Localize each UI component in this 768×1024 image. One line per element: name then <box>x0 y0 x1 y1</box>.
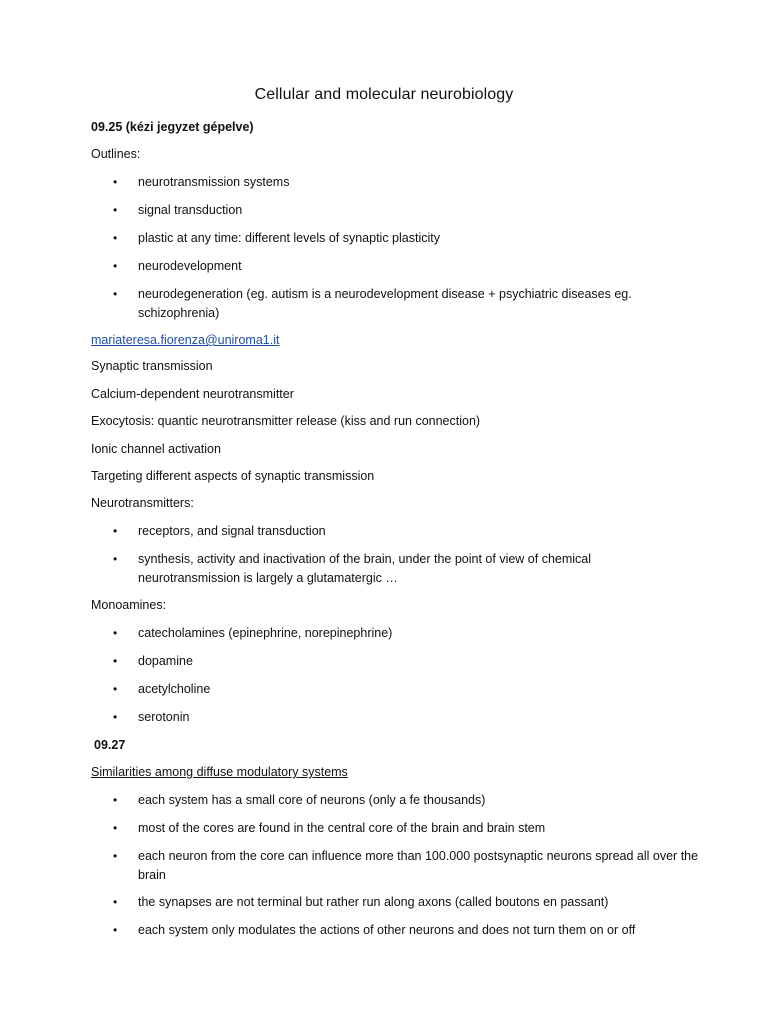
bullet-icon: • <box>113 259 118 273</box>
bullet-icon: • <box>113 682 118 696</box>
outline-item: neurotransmission systems <box>138 175 290 189</box>
bullet-icon: • <box>113 231 118 245</box>
bullet-icon: • <box>113 524 118 538</box>
outline-item: signal transduction <box>138 203 243 217</box>
neurotransmitter-item: synthesis, activity and inactivation of the brain, under the point of view of chemical neurotransmission is largely a glutamatergic … <box>138 552 592 585</box>
monoamines-heading: Monoamines: <box>91 598 167 612</box>
bullet-icon: • <box>113 654 118 668</box>
bullet-icon: • <box>113 849 118 863</box>
bullet-icon: • <box>113 552 118 566</box>
similarity-item: each neuron from the core can influence more than 100.000 postsynaptic neurons spread all over the brain <box>138 849 699 882</box>
outlines-heading: Outlines: <box>91 147 141 161</box>
bullet-icon: • <box>113 895 118 909</box>
similarity-item: each system only modulates the actions of other neurons and does not turn them on or off <box>138 923 636 937</box>
bullet-icon: • <box>113 821 118 835</box>
monoamine-item: serotonin <box>138 710 190 724</box>
bullet-icon: • <box>113 626 118 640</box>
bullet-icon: • <box>113 203 118 217</box>
monoamine-item: dopamine <box>138 654 193 668</box>
outline-item: neurodegeneration (eg. autism is a neurodevelopment disease + psychiatric diseases eg. schizophrenia) <box>138 287 632 320</box>
monoamine-item: catecholamines (epinephrine, norepinephrine) <box>138 626 393 640</box>
bullet-icon: • <box>113 287 118 301</box>
email-link[interactable]: mariateresa.fiorenza@uniroma1.it <box>91 333 280 347</box>
bullet-icon: • <box>113 710 118 724</box>
text-line: Ionic channel activation <box>91 442 221 456</box>
outline-item: plastic at any time: different levels of synaptic plasticity <box>138 231 440 245</box>
text-line: Targeting different aspects of synaptic transmission <box>91 469 375 483</box>
similarities-heading: Similarities among diffuse modulatory systems <box>91 765 348 779</box>
date-heading-2: 09.27 <box>94 738 126 752</box>
date-heading-1: 09.25 (kézi jegyzet gépelve) <box>91 120 254 134</box>
text-line: Calcium-dependent neurotransmitter <box>91 387 294 401</box>
similarity-item: each system has a small core of neurons (only a fe thousands) <box>138 793 486 807</box>
text-line: Exocytosis: quantic neurotransmitter release (kiss and run connection) <box>91 414 481 428</box>
document-title: Cellular and molecular neurobiology <box>254 86 514 103</box>
neurotransmitters-heading: Neurotransmitters: <box>91 496 194 510</box>
text-line: Synaptic transmission <box>91 359 213 373</box>
bullet-icon: • <box>113 793 118 807</box>
monoamine-item: acetylcholine <box>138 682 211 696</box>
bullet-icon: • <box>113 923 118 937</box>
bullet-icon: • <box>113 175 118 189</box>
outline-item: neurodevelopment <box>138 259 242 273</box>
neurotransmitter-item: receptors, and signal transduction <box>138 524 326 538</box>
similarity-item: the synapses are not terminal but rather run along axons (called boutons en passant) <box>138 895 609 909</box>
similarity-item: most of the cores are found in the central core of the brain and brain stem <box>138 821 546 835</box>
